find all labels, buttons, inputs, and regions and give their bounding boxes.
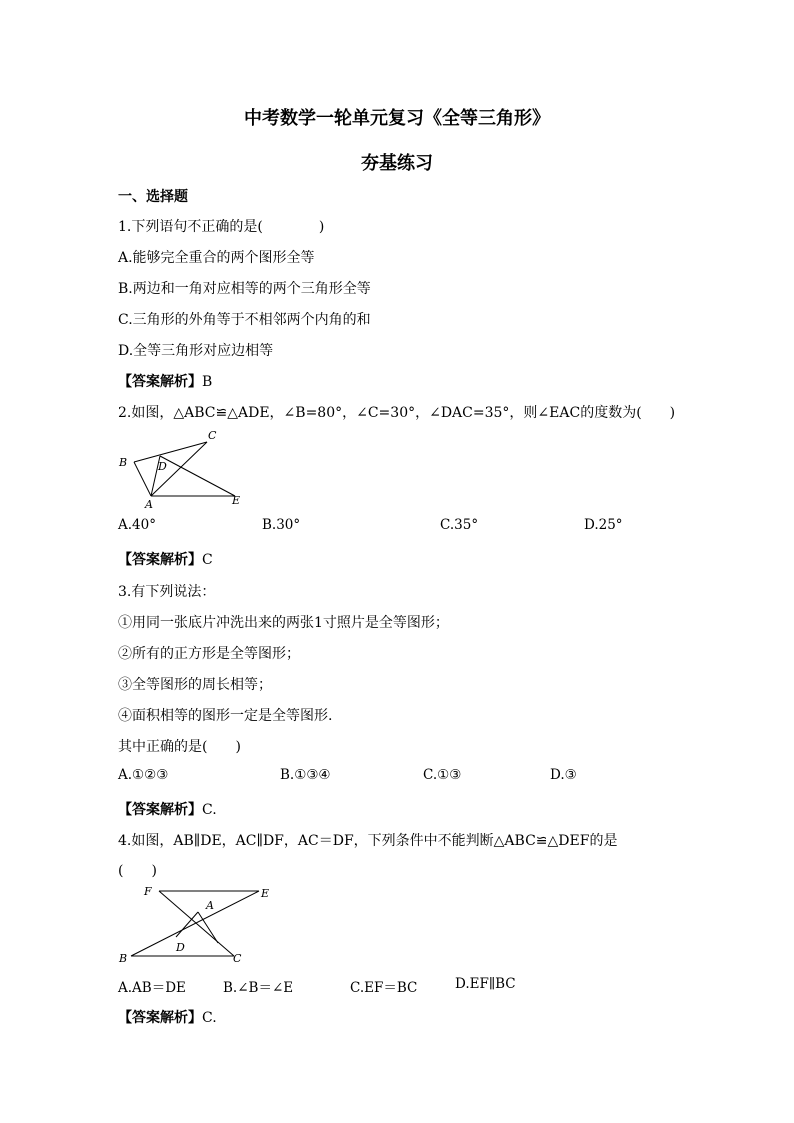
q1-option-c: C.三角形的外角等于不相邻两个内角的和: [118, 312, 371, 328]
q2-option-b: B.30°: [262, 517, 301, 533]
q1-stem: 1.下列语句不正确的是( ): [118, 219, 325, 235]
q2-answer: [118, 549, 213, 569]
q4-figure: [116, 882, 280, 966]
q4-label-a: A: [206, 899, 214, 912]
q4-option-d: D.EF∥BC: [455, 976, 516, 992]
q4-answer-value: C.: [202, 1010, 217, 1026]
q4-stem-blank: ( ): [118, 863, 157, 879]
q3-statement-4: ④面积相等的图形一定是全等图形.: [118, 708, 333, 724]
q1-answer: [118, 371, 212, 391]
q3-option-d: D.③: [550, 767, 577, 783]
q1-answer-value: B: [202, 374, 213, 390]
answer-label: 【答案解析】: [118, 802, 202, 818]
q2-answer-value: C: [202, 552, 213, 568]
q2-figure: [116, 428, 256, 510]
answer-label: 【答案解析】: [118, 1010, 202, 1026]
q4-option-c: C.EF＝BC: [350, 980, 418, 996]
q2-option-d: D.25°: [584, 517, 623, 533]
document-subtitle: 夯基练习: [361, 153, 433, 174]
q3-answer: [118, 799, 217, 819]
q3-option-b: B.①③④: [280, 767, 331, 783]
q1-option-a: A.能够完全重合的两个图形全等: [118, 250, 315, 266]
q3-stem: 3.有下列说法：: [118, 584, 216, 600]
q2-label-d: D: [158, 460, 167, 473]
q2-label-b: B: [119, 456, 128, 469]
q4-label-e: E: [261, 887, 270, 900]
q3-statement-1: ①用同一张底片冲洗出来的两张1寸照片是全等图形；: [118, 615, 449, 631]
q4-option-b: B.∠B＝∠E: [223, 980, 294, 996]
q2-label-e: E: [232, 494, 241, 507]
q2-label-c: C: [208, 429, 217, 442]
q3-statement-3: ③全等图形的周长相等；: [118, 677, 272, 693]
q3-answer-value: C.: [202, 802, 217, 818]
q2-option-c: C.35°: [440, 517, 479, 533]
q1-option-d: D.全等三角形对应边相等: [118, 343, 274, 359]
q4-label-b: B: [119, 952, 128, 965]
q3-option-a: A.①②③: [118, 767, 169, 783]
section-heading: 一、选择题: [118, 189, 188, 205]
q4-stem: 4.如图，AB∥DE，AC∥DF，AC＝DF，下列条件中不能判断△ABC≌△DEF的是: [118, 833, 618, 849]
q4-answer: [118, 1007, 217, 1027]
answer-label: 【答案解析】: [118, 374, 202, 390]
q2-option-a: A.40°: [118, 517, 156, 533]
q4-option-a: A.AB＝DE: [118, 980, 186, 996]
q1-option-b: B.两边和一角对应相等的两个三角形全等: [118, 281, 371, 297]
q3-option-c: C.①③: [423, 767, 462, 783]
q3-statement-2: ②所有的正方形是全等图形；: [118, 646, 300, 662]
document-title: 中考数学一轮单元复习《全等三角形》: [244, 108, 550, 129]
answer-label: 【答案解析】: [118, 552, 202, 568]
q4-label-c: C: [233, 952, 242, 965]
q4-label-d: D: [176, 941, 185, 954]
q4-label-f: F: [144, 885, 152, 898]
q2-stem: 2.如图，△ABC≌△ADE，∠B=80°，∠C=30°，∠DAC=35°，则∠EAC的度数为( ): [118, 405, 676, 421]
q2-label-a: A: [145, 498, 153, 511]
q3-prompt: 其中正确的是( ): [118, 739, 241, 755]
